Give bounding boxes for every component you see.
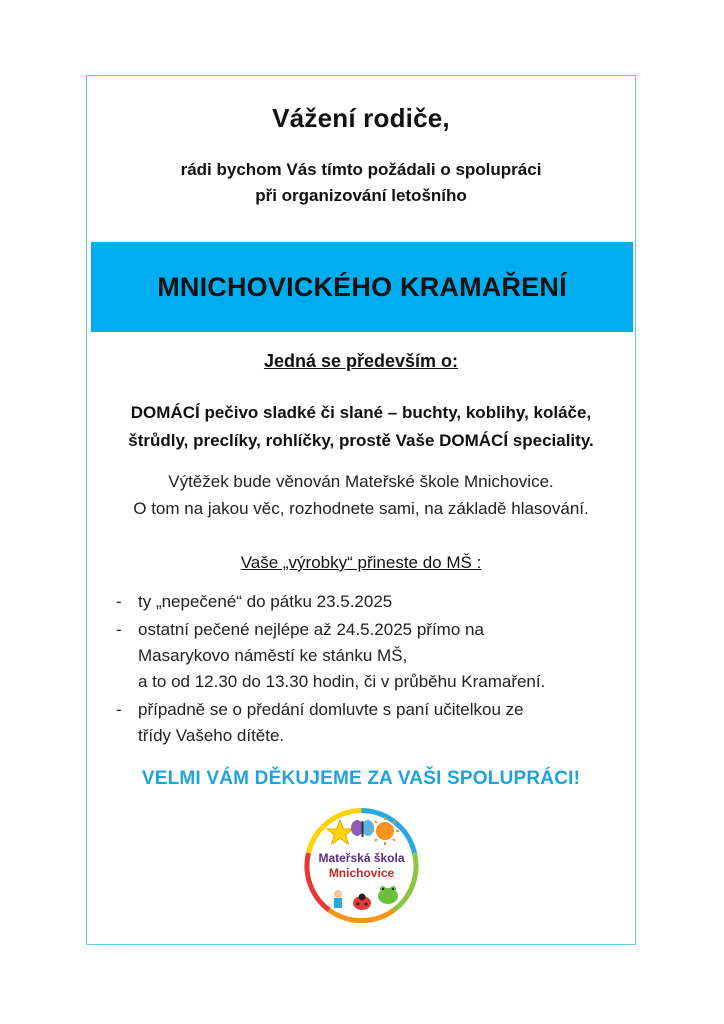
subheading: Jedná se především o:	[263, 351, 459, 371]
intro-line-1: rádi bychom Vás tímto požádali o spolupráci	[180, 160, 542, 179]
intro-line-2: při organizování letošního	[255, 186, 467, 205]
thanks-message: VELMI VÁM DĚKUJEME ZA VAŠI SPOLUPRÁCI!	[141, 768, 581, 789]
list-dash: -	[116, 620, 122, 639]
list-dash: -	[116, 700, 122, 719]
list-item-1-line-1: ty „nepečené“ do pátku 23.5.2025	[138, 592, 393, 611]
goods-line-2: štrůdly, preclíky, rohlíčky, prostě Vaše DOMÁCÍ speciality.	[128, 431, 594, 450]
list-item	[116, 589, 616, 615]
list-item	[116, 697, 616, 749]
instructions-list	[116, 589, 616, 751]
list-item-2-line-1: ostatní pečené nejlépe až 24.5.2025 přímo na	[138, 620, 484, 639]
list-item	[116, 617, 616, 695]
goods-line-1: DOMÁCÍ pečivo sladké či slané – buchty, koblihy, koláče,	[130, 403, 592, 422]
greeting-heading: Vážení rodiče,	[272, 103, 450, 133]
list-item-2-line-2: Masarykovo náměstí ke stánku MŠ,	[138, 646, 408, 665]
event-title: MNICHOVICKÉHO KRAMAŘENÍ	[157, 271, 567, 302]
bring-heading: Vaše „výrobky“ přineste do MŠ :	[240, 553, 482, 572]
proceeds-line-2: O tom na jakou věc, rozhodnete sami, na základě hlasování.	[133, 499, 589, 518]
logo-text-line-1: Mateřská škola	[318, 851, 405, 865]
list-item-2-line-3: a to od 12.30 do 13.30 hodin, či v průběhu Kramaření.	[138, 672, 546, 691]
school-logo	[304, 808, 419, 923]
list-item-3-line-2: třídy Vašeho dítěte.	[138, 726, 285, 745]
list-dash: -	[116, 592, 122, 611]
event-title-banner	[91, 242, 633, 332]
logo-text-line-2: Mnichovice	[328, 866, 395, 880]
list-item-3-line-1: případně se o předání domluvte s paní učitelkou ze	[138, 700, 524, 719]
proceeds-line-1: Výtěžek bude věnován Mateřské škole Mnichovice.	[168, 472, 554, 491]
